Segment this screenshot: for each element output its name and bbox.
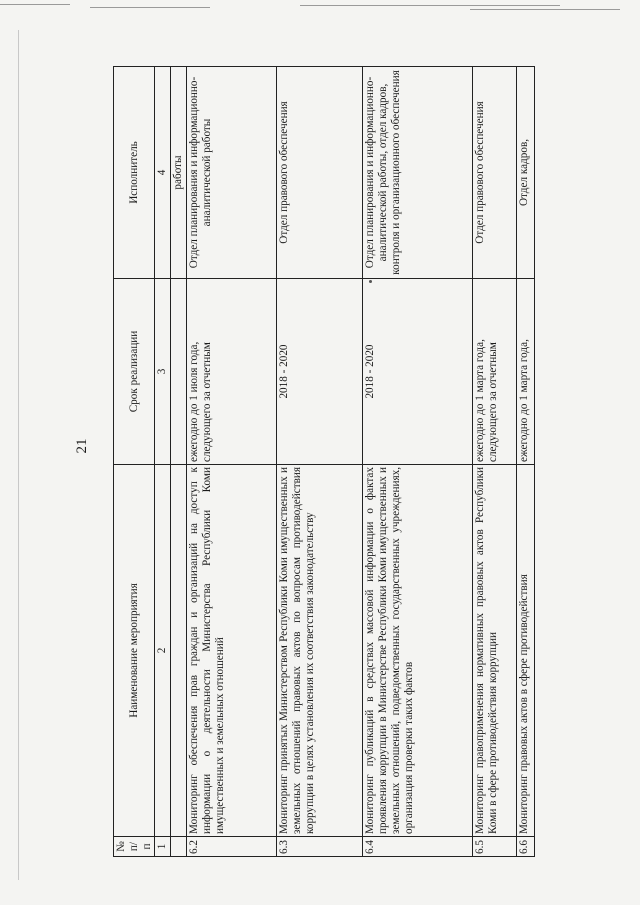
row-num: 6.6 [517,837,535,857]
row-executor: Отдел планирования и информационно-аналитической работы [187,67,277,279]
row-num: 6.2 [187,837,277,857]
measures-table [113,66,535,857]
table-row [277,67,363,857]
index-row [155,67,171,857]
row-name: Мониторинг принятых Министерством Республики Коми имущественных и земельных отношений правовых актов по вопросам противодействия коррупции в целях установления их соответствия законодательству [277,465,363,837]
header-num: № п/п [114,837,155,857]
row-term: ежегодно до 1 июля года, следующего за отчетным [187,279,277,465]
index-cell: 1 [155,837,171,857]
row-term: 2018 - 2020 [363,279,473,465]
row-executor: Отдел планирования и информационно-аналитической работы, отдел кадров, контроля и организационного обеспечения [363,67,473,279]
carry-over-text: работы [171,67,187,279]
header-executor: Исполнитель [114,67,155,279]
row-name: Мониторинг правовых актов в сфере противодействия [517,465,535,837]
header-term: Срок реализации [114,279,155,465]
header-name: Наименование мероприятия [114,465,155,837]
index-cell: 3 [155,279,171,465]
row-num: 6.4 [363,837,473,857]
row-num: 6.5 [473,837,517,857]
row-executor: Отдел правового обеспечения [473,67,517,279]
header-row [114,67,155,857]
row-name: Мониторинг правоприменения нормативных правовых актов Республики Коми в сфере противодействия коррупции [473,465,517,837]
index-cell: 4 [155,67,171,279]
table-row [187,67,277,857]
table-row [473,67,517,857]
row-executor: Отдел кадров, [517,67,535,279]
row-executor: Отдел правового обеспечения [277,67,363,279]
row-name: Мониторинг обеспечения прав граждан и организаций на доступ к информации о деятельности Министерства Республики Коми имущественных и земельных отношений [187,465,277,837]
row-term: ежегодно до 1 марта года, следующего за отчетным [473,279,517,465]
row-name: Мониторинг публикаций в средствах массовой информации о фактах проявления коррупции в Министерстве Республики Коми имущественных и земельных отношений, подведомственных государственных учреждениях, организация проверки таких фактов [363,465,473,837]
rotated-table-container [113,67,583,857]
table-row [363,67,473,857]
index-cell: 2 [155,465,171,837]
row-term: ежегодно до 1 марта года, [517,279,535,465]
row-term: 2018 - 2020 [277,279,363,465]
table-row [517,67,535,857]
scan-left-edge [18,30,19,880]
carry-over-row [171,67,187,857]
scan-artifact-top [0,0,640,14]
page-number: 21 [74,438,90,454]
row-num: 6.3 [277,837,363,857]
